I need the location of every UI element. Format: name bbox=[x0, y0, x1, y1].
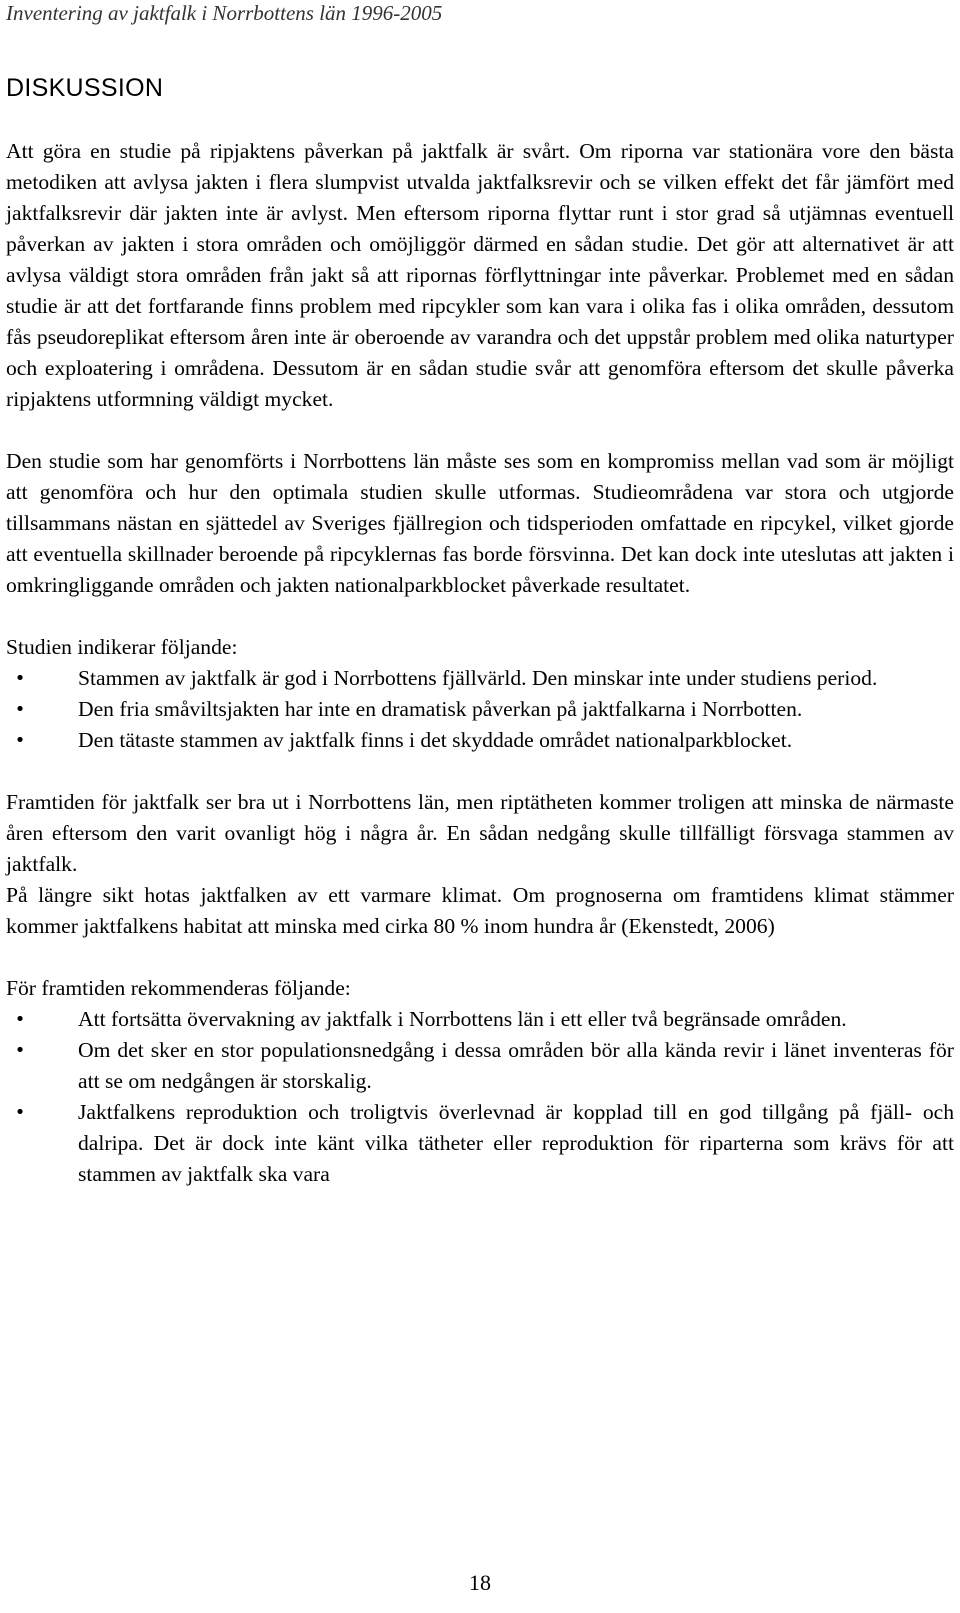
list-item-text: Jaktfalkens reproduktion och troligtvis överlevnad är kopplad till en god tillgång på fjäll- och dalripa. Det är dock inte känt vilka tätheter eller reproduktion för riparterna som krävs för att stammen av jaktfalk ska vara bbox=[78, 1100, 954, 1186]
running-header: Inventering av jaktfalk i Norrbottens län 1996-2005 bbox=[6, 1, 443, 25]
list-item bbox=[6, 1097, 954, 1190]
list-item bbox=[6, 725, 954, 756]
list-item-text: Om det sker en stor populationsnedgång i dessa områden bör alla kända revir i länet inventeras för att se om nedgången är storskalig. bbox=[78, 1038, 954, 1093]
recommendations-intro: För framtiden rekommenderas följande: bbox=[6, 976, 351, 1000]
list-item bbox=[6, 663, 954, 694]
paragraph-climate: På längre sikt hotas jaktfalken av ett varmare klimat. Om prognoserna om framtidens klimat stämmer kommer jaktfalkens habitat att minska med cirka 80 % inom hundra år (Ekenstedt, 2006) bbox=[6, 883, 954, 938]
bullet-icon: • bbox=[14, 730, 26, 751]
findings-list bbox=[6, 663, 954, 756]
paragraph-future: Framtiden för jaktfalk ser bra ut i Norrbottens län, men riptätheten kommer troligen att minska de närmaste åren eftersom den varit ovanligt hög i några år. En sådan nedgång skulle tillfälligt försvaga stammen av jaktfalk. bbox=[6, 790, 954, 876]
paragraph-compromise: Den studie som har genomförts i Norrbottens län måste ses som en kompromiss mellan vad som är möjligt att genomföra och hur den optimala studien skulle utformas. Studieområdena var stora och utgjorde tillsammans nästan en sjättedel av Sveriges fjällregion och tidsperioden omfattade en ripcykel, vilket gjorde att eventuella skillnader beroende på ripcyklernas fas borde försvinna. Det kan dock inte uteslutas att jakten i omkringliggande områden och jakten nationalparkblocket påverkade resultatet. bbox=[6, 449, 954, 597]
page-number: 18 bbox=[469, 1570, 491, 1595]
bullet-icon: • bbox=[14, 1009, 26, 1030]
list-item-text: Stammen av jaktfalk är god i Norrbottens fjällvärld. Den minskar inte under studiens period. bbox=[78, 666, 878, 690]
list-item-text: Den tätaste stammen av jaktfalk finns i det skyddade området nationalparkblocket. bbox=[78, 728, 793, 752]
list-item bbox=[6, 1035, 954, 1097]
findings-intro: Studien indikerar följande: bbox=[6, 635, 238, 659]
bullet-icon: • bbox=[14, 668, 26, 689]
recommendations-list bbox=[6, 1004, 954, 1190]
document-page bbox=[6, 0, 954, 1613]
list-item bbox=[6, 694, 954, 725]
section-title: DISKUSSION bbox=[6, 74, 164, 102]
list-item-text: Den fria småviltsjakten har inte en dramatisk påverkan på jaktfalkarna i Norrbotten. bbox=[78, 697, 803, 721]
body-text bbox=[6, 136, 954, 1190]
bullet-icon: • bbox=[14, 1040, 26, 1061]
bullet-icon: • bbox=[14, 699, 26, 720]
paragraph-study-difficulty: Att göra en studie på ripjaktens påverkan på jaktfalk är svårt. Om riporna var stationära vore den bästa metodiken att avlysa jakten i flera slumpvist utvalda jaktfalksrevir och se vilken effekt det får jämfört med jaktfalksrevir där jakten inte är avlyst. Men eftersom riporna flyttar runt i stor grad så utjämnas eventuell påverkan av jakten i stora områden och omöjliggör därmed en sådan studie. Det gör att alternativet är att avlysa väldigt stora områden från jakt så att ripornas förflyttningar inte påverkar. Problemet med en sådan studie är att det fortfarande finns problem med ripcykler som kan vara i olika fas i olika områden, dessutom fås pseudoreplikat eftersom åren inte är oberoende av varandra och det uppstår problem med olika naturtyper och exploatering i områdena. Dessutom är en sådan studie svår att genomföra eftersom det skulle påverka ripjaktens utformning väldigt mycket. bbox=[6, 139, 954, 411]
list-item bbox=[6, 1004, 954, 1035]
list-item-text: Att fortsätta övervakning av jaktfalk i Norrbottens län i ett eller två begränsade områden. bbox=[78, 1007, 847, 1031]
bullet-icon: • bbox=[14, 1102, 26, 1123]
